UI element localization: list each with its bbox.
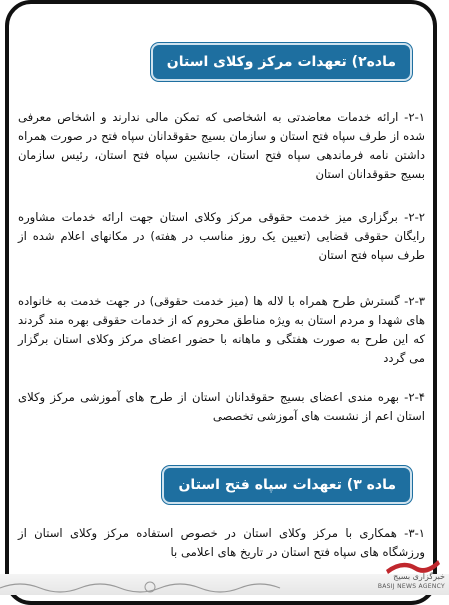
article-3-heading: ماده ۳) تعهدات سپاه فتح استان — [162, 466, 412, 504]
footer-ornament-icon — [0, 578, 300, 595]
agency-logo-icon — [382, 552, 442, 576]
news-agency-watermark — [320, 572, 445, 594]
clause-2-2: ۲-۲- برگزاری میز خدمت حقوقی مرکز وکلای استان جهت ارائه خدمات مشاوره رایگان حقوقی قضایی (تعیین یک روز مناسب در هفته) در مکانهای اعلام شده از طرف سپاه فتح استان — [18, 210, 425, 262]
clause-2-4: ۲-۴- بهره مندی اعضای بسیج حقوقدانان استان از طرح های آموزشی مرکز وکلای استان اعم از نشست های آموزشی تخصصی — [18, 390, 425, 423]
watermark-text: خبرگزاری بسیج — [393, 572, 445, 581]
clause-2-1: ۲-۱- ارائه خدمات معاضدتی به اشخاصی که تمکن مالی ندارند و اشخاص معرفی شده از طرف سپاه فتح استان و سازمان بسیج حقوقدانان سپاه فتح در صورت همراه داشتن نامه فرماندهی سپاه فتح استان، جانشین سپاه فتح استان، رئیس سازمان بسیج حقوقدانان استان — [18, 110, 425, 181]
watermark-latin: BASIJ NEWS AGENCY — [377, 583, 445, 590]
article-2-heading: ماده۲) تعهدات مرکز وکلای استان — [151, 43, 412, 81]
clause-2-3: ۲-۳- گسترش طرح همراه با لاله ها (میز خدمت حقوقی) در جهت خدمت به خانواده های شهدا و مردم استان به ویژه مناطق محروم که از خدمات حقوقی بهره مند گردند که این طرح به صورت هفتگی و ماهانه با حضور اعضای مرکز وکلای استان برگزار می گردد — [18, 294, 425, 365]
clause-3-1: ۳-۱- همکاری با مرکز وکلای استان در خصوص استفاده مرکز وکلای استان از ورزشگاه های سپاه فتح استان در تاریخ های اعلامی با — [18, 526, 425, 559]
